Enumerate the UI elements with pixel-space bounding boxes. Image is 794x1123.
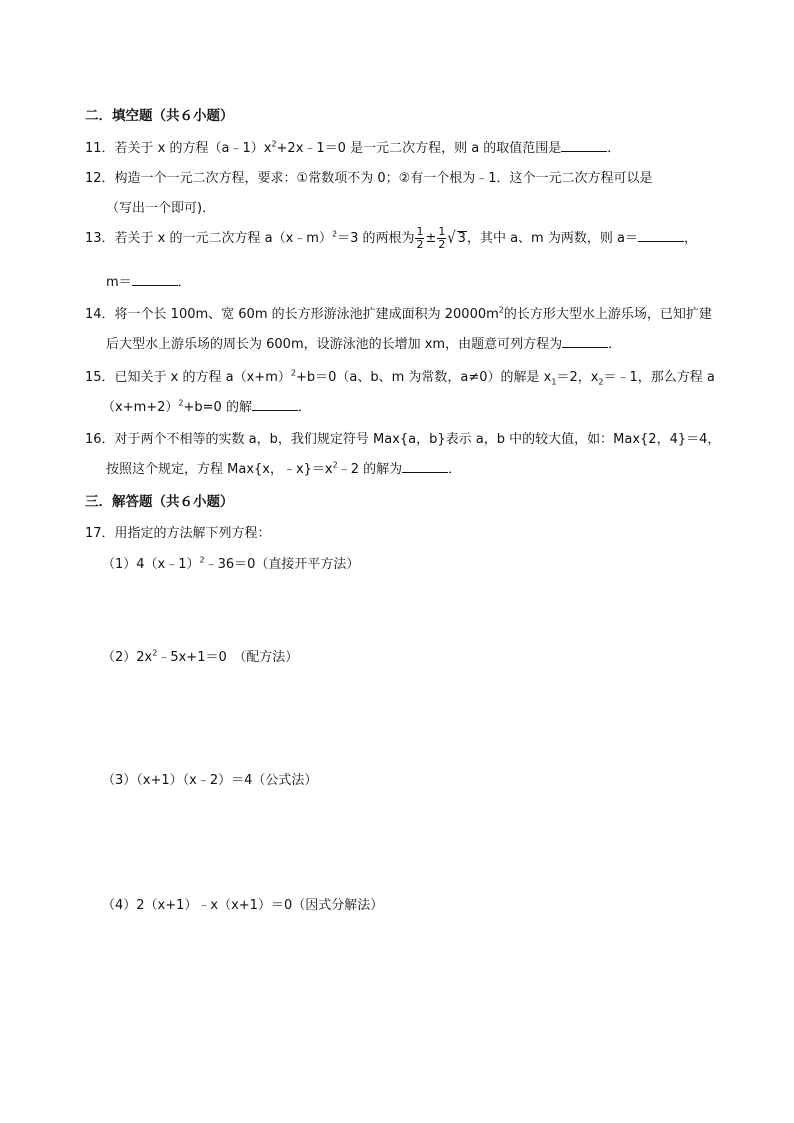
question-text: ＝﹣1，那么方程 a xyxy=(603,370,715,385)
sqrt-icon: √ xyxy=(447,229,456,248)
question-text: ﹣5x+1＝0 （配方法） xyxy=(157,650,299,665)
superscript: 2 xyxy=(199,555,205,565)
subquestion-3: （3）（x+1）（x﹣2）＝4（公式法） xyxy=(102,773,318,788)
question-text: （2）2x xyxy=(102,650,153,665)
plus-minus: ± xyxy=(425,231,437,246)
answer-blank[interactable] xyxy=(561,139,607,152)
denominator: 2 xyxy=(438,238,446,251)
question-text: 的长方形大型水上游乐场，已知扩建 xyxy=(503,307,712,322)
answer-blank-m[interactable] xyxy=(132,273,178,286)
section-heading-fill-in: 二．填空题（共６小题） xyxy=(85,108,234,124)
question-number: 15． xyxy=(85,370,115,385)
radicand: 3 xyxy=(457,231,466,246)
question-12 xyxy=(85,167,653,186)
question-text: +b＝0（a、b、m 为常数，a≠0）的解是 x xyxy=(295,370,552,385)
subquestion-2 xyxy=(102,646,298,665)
question-text: +2x﹣1＝0 是一元二次方程，则 a 的取值范围是 xyxy=(276,141,562,156)
superscript: 2 xyxy=(152,648,158,658)
question-text: 后大型水上游乐场的周长为 600m，设游泳池的长增加 xm，由题意可列方程为 xyxy=(106,337,563,352)
question-text: ＝2，x xyxy=(556,370,599,385)
question-text: ﹣36＝0（直接开平方法） xyxy=(204,557,360,572)
question-text: 已知关于 x 的方程 a（x+m） xyxy=(114,370,291,385)
denominator: 2 xyxy=(416,238,424,251)
question-15 xyxy=(85,366,715,385)
period: ． xyxy=(607,141,621,156)
question-number: 12． xyxy=(85,171,115,186)
question-text: 若关于 x 的一元二次方程 a（x﹣m） xyxy=(114,231,332,246)
period: ． xyxy=(177,275,191,290)
answer-blank[interactable] xyxy=(562,335,608,348)
question-15-line2 xyxy=(102,396,311,415)
numerator: 1 xyxy=(416,225,424,238)
question-13 xyxy=(85,226,697,251)
fraction xyxy=(437,226,446,251)
question-number: 13． xyxy=(85,231,115,246)
subscript: 2 xyxy=(598,377,604,387)
question-17 xyxy=(85,522,271,541)
answer-blank-a[interactable] xyxy=(638,229,684,242)
question-11 xyxy=(85,137,620,156)
question-number: 17． xyxy=(85,526,115,541)
question-text: +b=0 的解 xyxy=(183,400,252,415)
period: ． xyxy=(297,400,311,415)
subquestion-4: （4）2（x+1）﹣x（x+1）＝0（因式分解法） xyxy=(102,898,384,913)
superscript: 2 xyxy=(271,139,277,149)
question-text: 构造一个一元二次方程，要求：①常数项不为 0；②有一个根为﹣1．这个一元二次方程可以是 xyxy=(114,171,653,186)
question-number: 14． xyxy=(85,307,115,322)
answer-blank[interactable] xyxy=(402,460,448,473)
question-number: 11． xyxy=(85,141,115,156)
question-text: 将一个长 100m、宽 60m 的长方形游泳池扩建成面积为 20000m xyxy=(114,307,499,322)
superscript: 2 xyxy=(178,398,184,408)
question-16-line2 xyxy=(106,458,461,477)
question-12-line2: （写出一个即可)． xyxy=(106,201,216,216)
period: ． xyxy=(608,337,622,352)
fraction xyxy=(415,226,424,251)
question-text: 若关于 x 的方程（a﹣1）x xyxy=(114,141,272,156)
question-text: ＝3 的两根为 xyxy=(337,231,415,246)
superscript: 2 xyxy=(332,460,338,470)
subscript: 1 xyxy=(551,377,557,387)
question-text: ﹣2 的解为 xyxy=(337,462,403,477)
question-text: ，其中 a、m 为两数，则 a＝ xyxy=(466,231,638,246)
period: ． xyxy=(448,462,462,477)
question-text: （x+m+2） xyxy=(102,400,179,415)
question-text: 按照这个规定，方程 Max{x，﹣x}＝x xyxy=(106,462,333,477)
superscript: 2 xyxy=(331,229,338,239)
superscript: 2 xyxy=(498,305,504,315)
question-text: （1）4（x﹣1） xyxy=(102,557,200,572)
numerator: 1 xyxy=(438,225,446,238)
question-text: m＝ xyxy=(106,275,132,290)
question-16 xyxy=(85,428,720,447)
question-13-line2 xyxy=(106,271,191,290)
comma: ， xyxy=(683,231,697,246)
question-text: 对于两个不相等的实数 a，b，我们规定符号 Max{a，b}表示 a，b 中的较大值，如：Max{2，4}＝4， xyxy=(114,432,721,447)
answer-blank[interactable] xyxy=(252,398,298,411)
question-14-line2 xyxy=(106,333,621,352)
question-14 xyxy=(85,303,712,322)
question-text: 用指定的方法解下列方程： xyxy=(114,526,271,541)
subquestion-1 xyxy=(102,553,359,572)
section-heading-solutions: 三．解答题（共６小题） xyxy=(85,494,234,510)
superscript: 2 xyxy=(290,368,296,378)
question-number: 16． xyxy=(85,432,115,447)
